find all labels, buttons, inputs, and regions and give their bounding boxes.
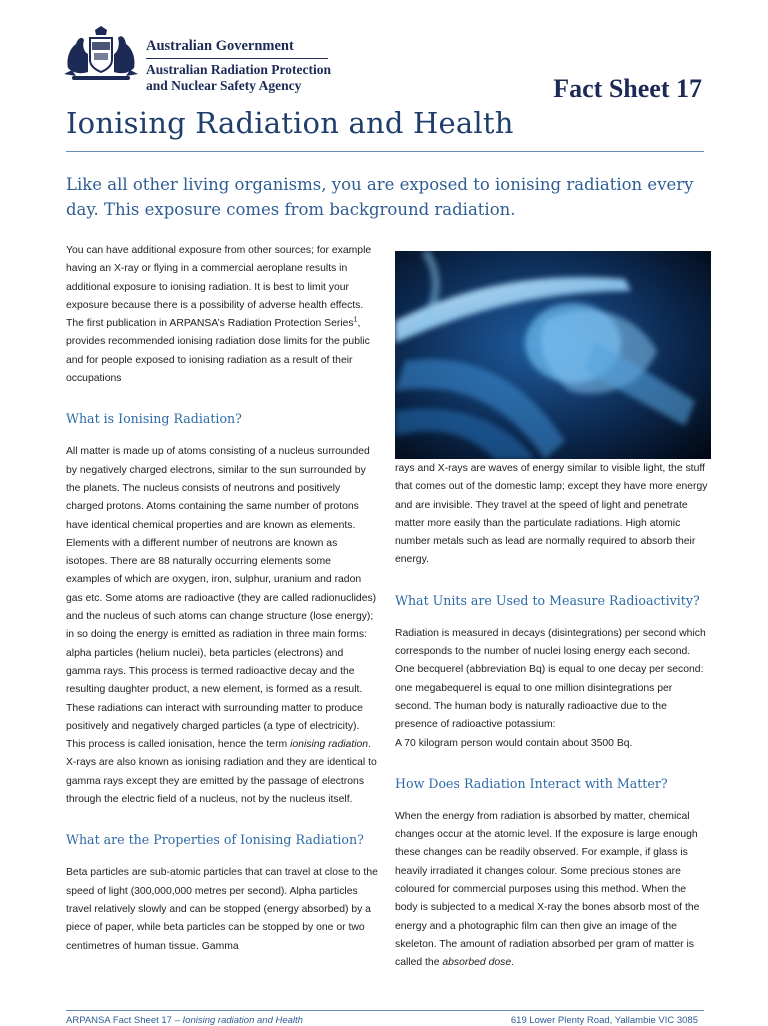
units-paragraph (395, 625, 710, 753)
footnote-ref: 1 (353, 316, 358, 324)
footer-divider (66, 1010, 704, 1011)
footer-title: Ionising radiation and Health (182, 1015, 303, 1026)
shoulder-xray-image (395, 251, 711, 459)
what-is-text: All matter is made up of atoms consisting of a nucleus surrounded by negatively charged electrons, similar to the sun surrounded by the planets. The nucleus consists of neutrons and positively charged protons. Atoms containing the same number of protons have identical chemical properties and are known as elements. Elements with a different number of neutrons are known as isotopes. There are 88 naturally occurring elements some examples of which are oxygen, iron, sulphur, uranium and radon gas etc. Some atoms are radioactive (they are called radionuclides) and the nucleus of such atoms can change structure (lose energy); in so doing the energy is emitted as radiation in three main forms: alpha particles (helium nuclei), beta particles (electrons) and gamma rays. This process is termed radioactive decay and the resulting daughter product, a new element, is formed as a result. These radiations can interact with surrounding matter to produce positively and negatively charged particles (a type of electricity). This process is called ionisation, hence the term (66, 446, 377, 751)
intro-text: You can have additional exposure from other sources; for example having an X-ray or flying in a commercial aeroplane results in additional exposure to ionising radiation. It is best to limit your exposure because there is a possibility of adverse health effects. The first publication in ARPANSA’s Radiation Protection Series (66, 245, 372, 330)
what-is-text-cont: . X-rays are also known as ionising radiation and they are identical to gamma rays except they are emitted by the passage of electrons through the electric field of a nucleus, not by the nucleus itself. (66, 739, 377, 806)
government-name: Australian Government (146, 38, 294, 54)
title-divider (66, 151, 704, 152)
agency-name-line2: and Nuclear Safety Agency (146, 78, 302, 93)
agency-block (146, 38, 331, 94)
what-is-emphasis: ionising radiation (290, 739, 369, 751)
footer-address: 619 Lower Plenty Road, Yallambie VIC 3085 (510, 1015, 698, 1026)
agency-divider (146, 58, 328, 59)
footer-left (66, 1015, 303, 1026)
interact-paragraph (395, 808, 710, 973)
right-column (395, 460, 710, 973)
footer-sheet: ARPANSA Fact Sheet 17 – (66, 1015, 183, 1026)
units-text: Radiation is measured in decays (disintegrations) per second which corresponds to the number of nuclei losing energy each second. One becquerel (abbreviation Bq) is equal to one decay per second: one megabequerel is equal to one million disintegrations per second. The human body is naturally radioactive due to the presence of radioactive potassium: (395, 627, 706, 731)
properties-paragraph: Beta particles are sub-atomic particles that can travel at close to the speed of light (300,000,000 metres per second). Alpha particles travel relatively slowly and can be stopped (energy absorbed) by a piece of paper, while beta particles can be stopped by one or two centimetres of human tissue. Gamma (66, 867, 378, 952)
gamma-continued-paragraph: rays and X-rays are waves of energy similar to visible light, the stuff that comes out of the domestic lamp; except they have more energy and are invisible. They travel at the speed of light and penetrate matter more easily than the particulate radiations. High atomic number metals such as lead are normally required to absorb their energy. (395, 463, 708, 566)
agency-name-line1: Australian Radiation Protection (146, 62, 331, 77)
heading-what-is: What is Ionising Radiation? (66, 411, 242, 427)
left-column (66, 242, 378, 956)
heading-interact: How Does Radiation Interact with Matter? (395, 775, 668, 791)
lead-paragraph: Like all other living organisms, you are exposed to ionising radiation every day. This exposure comes from background radiation. (66, 175, 694, 219)
units-text-cont: A 70 kilogram person would contain about 3500 Bq. (395, 737, 633, 749)
interact-text-cont: . (511, 957, 515, 969)
interact-emphasis: absorbed dose (442, 957, 512, 969)
fact-sheet-number: Fact Sheet 17 (553, 74, 702, 103)
page-title: Ionising Radiation and Health (66, 106, 514, 140)
page-header (0, 0, 768, 110)
heading-units: What Units are Used to Measure Radioactivity? (395, 592, 700, 608)
interact-text: When the energy from radiation is absorbed by matter, chemical changes occur at the atomic level. If the exposure is large enough these changes can be readily observed. For example, if glass is heavily irradiated it changes colour. Some precious stones are coloured for commercial purposes using this method. When the body is subjected to a medical X-ray the bones absorb most of the energy and a photographic film can then give an image of the skeleton. The amount of radiation absorbed per gram of matter is called the (395, 810, 700, 969)
what-is-paragraph (66, 443, 378, 809)
intro-text-cont: , provides recommended ionising radiation dose limits for the public and for people exposed to ionising radiation as a result of their occupations (66, 318, 370, 385)
heading-properties: What are the Properties of Ionising Radiation? (66, 832, 364, 848)
intro-paragraph (66, 242, 378, 388)
coat-of-arms-icon (62, 24, 140, 84)
